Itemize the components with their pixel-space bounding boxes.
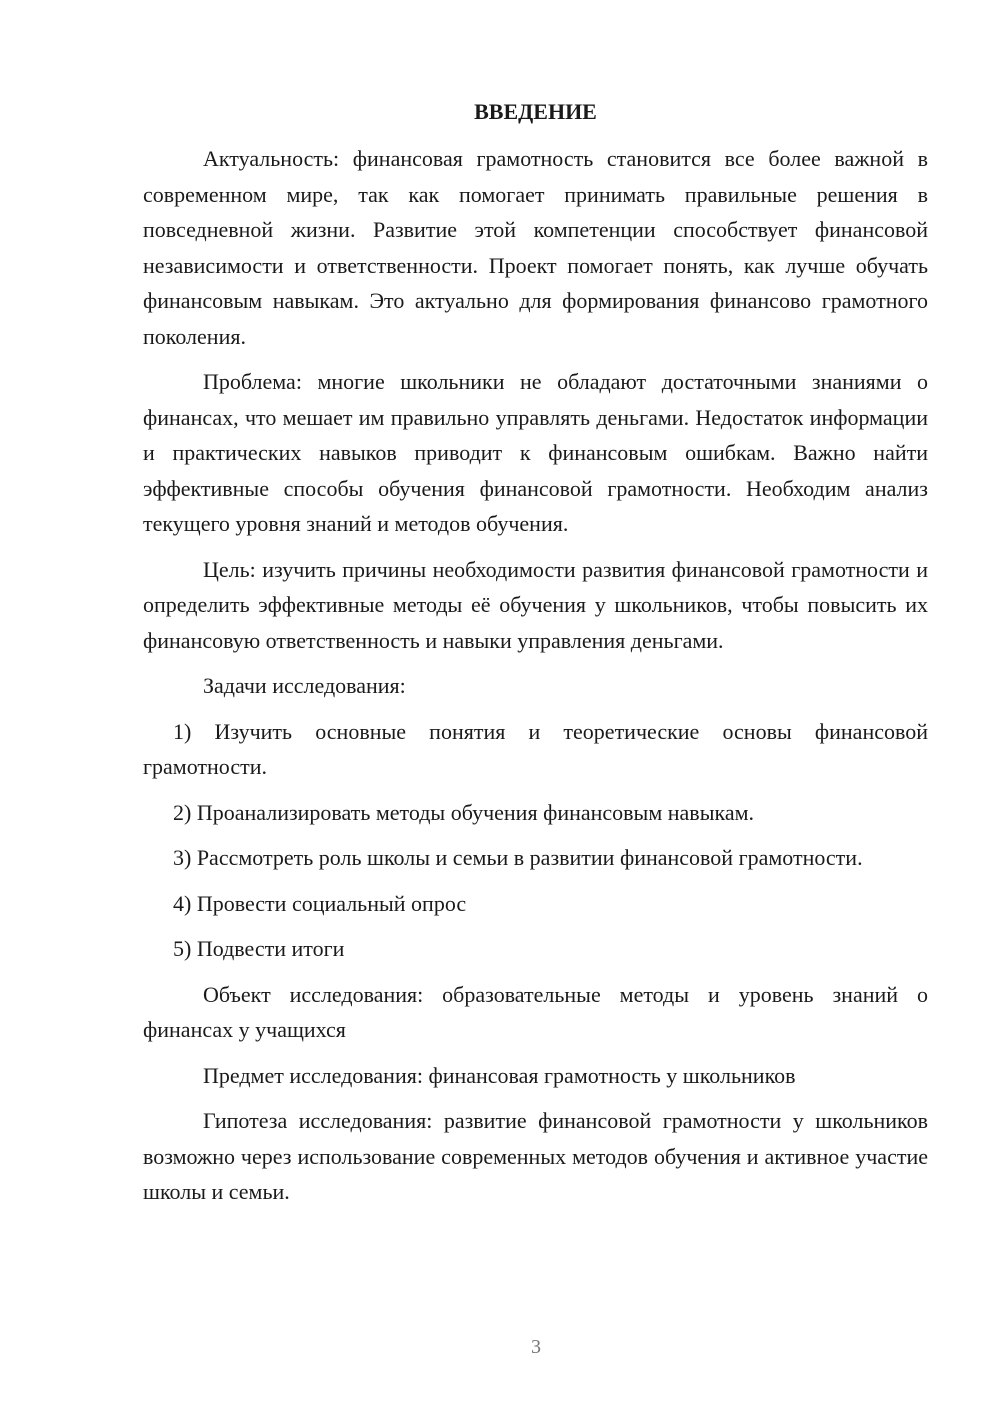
object-paragraph: Объект исследования: образовательные методы и уровень знаний о финансах у учащихся bbox=[143, 981, 928, 1042]
relevance-paragraph: Актуальность: финансовая грамотность становится все более важной в современном мире, так как помогает принимать правильные решения в повседневной жизни. Развитие этой компетенции способствует финансовой независимости и ответственности. Проект помогает понять, как лучше обучать финансовым навыкам. Это актуально для формирования финансово грамотного поколения. bbox=[143, 146, 928, 349]
section-title: ВВЕДЕНИЕ bbox=[474, 99, 597, 124]
subject-paragraph: Предмет исследования: финансовая грамотность у школьников bbox=[203, 1062, 796, 1088]
hypothesis-paragraph: Гипотеза исследования: развитие финансовой грамотности у школьников возможно через использование современных методов обучения и активное участие школы и семьи. bbox=[143, 1108, 928, 1204]
goal-paragraph: Цель: изучить причины необходимости развития финансовой грамотности и определить эффективные методы её обучения у школьников, чтобы повысить их финансовую ответственность и навыки управления деньгами. bbox=[143, 556, 928, 653]
task-item-2: 2) Проанализировать методы обучения финансовым навыкам. bbox=[173, 799, 755, 825]
problem-paragraph: Проблема: многие школьники не обладают достаточными знаниями о финансах, что мешает им правильно управлять деньгами. Недостаток информации и практических навыков приводит к финансовым ошибкам. Важно найти эффективные способы обучения финансовой грамотности. Необходим анализ текущего уровня знаний и методов обучения. bbox=[143, 369, 928, 536]
task-item-3: 3) Рассмотреть роль школы и семьи в развитии финансовой грамотности. bbox=[173, 845, 863, 870]
page-content bbox=[143, 94, 928, 1210]
tasks-heading: Задачи исследования: bbox=[203, 673, 406, 698]
page-number: 3 bbox=[531, 1336, 541, 1358]
task-item-1: 1) Изучить основные понятия и теоретические основы финансовой грамотности. bbox=[143, 718, 928, 779]
task-item-5: 5) Подвести итоги bbox=[173, 936, 345, 961]
task-item-4: 4) Провести социальный опрос bbox=[173, 890, 467, 916]
